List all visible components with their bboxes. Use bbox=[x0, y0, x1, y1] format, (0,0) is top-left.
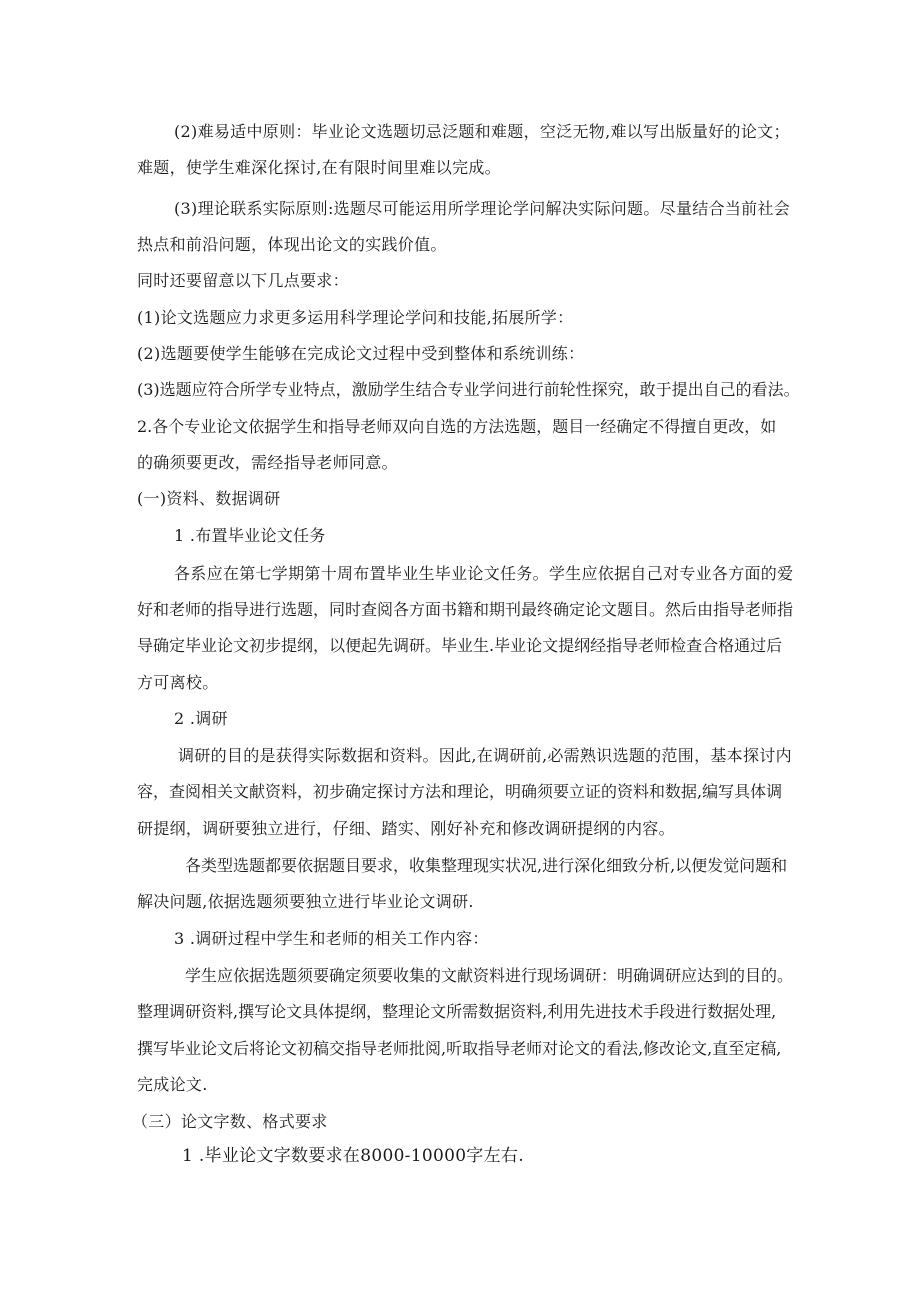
paragraph-line: 完成论文. bbox=[137, 1075, 208, 1094]
paragraph-line: 解决问题,依据选题须要独立进行毕业论文调研. bbox=[137, 892, 474, 911]
paragraph-line: 同时还要留意以下几点要求： bbox=[137, 271, 349, 290]
list-item: (1)论文选题应力求更多运用科学理论学问和技能,拓展所学： bbox=[137, 308, 574, 327]
subsection-heading: 1 .毕业论文字数要求在8000-10000字左右. bbox=[182, 1146, 524, 1166]
paragraph-line: 的确须要更改，需经指导老师同意。 bbox=[137, 453, 398, 472]
list-item: (2)选题要使学生能够在完成论文过程中受到整体和系统训练： bbox=[137, 344, 585, 363]
subsection-heading: 2 .调研 bbox=[174, 709, 228, 728]
section-heading: (一)资料、数据调研 bbox=[137, 489, 281, 508]
section-heading: （三）论文字数、格式要求 bbox=[132, 1112, 328, 1131]
paragraph-line: 好和老师的指导进行选题，同时查阅各方面书籍和期刊最终确定论文题目。然后由指导老师指 bbox=[137, 600, 794, 619]
paragraph-line: 容，查阅相关文献资料，初步确定探讨方法和理论，明确须要立证的资料和数据,编写具体调 bbox=[137, 782, 783, 801]
paragraph-line: 各类型选题都要依据题目要求，收集整理现实状况,进行深化细致分析,以便发觉问题和 bbox=[185, 856, 788, 875]
paragraph-line: 学生应依据选题须要确定须要收集的文献资料进行现场调研：明确调研应达到的目的。 bbox=[185, 966, 794, 985]
paragraph-line: (2)难易适中原则：毕业论文选题切忌泛题和难题，空泛无物,难以写出版量好的论文； bbox=[174, 122, 790, 141]
paragraph-line: 方可离校。 bbox=[137, 673, 219, 692]
paragraph-line: 各系应在第七学期第十周布置毕业生毕业论文任务。学生应依据自己对专业各方面的爱 bbox=[174, 564, 794, 583]
list-item: (3)选题应符合所学专业特点，激励学生结合专业学问进行前轮性探究，敢于提出自己的看法。 bbox=[137, 380, 800, 399]
paragraph-line: 2.各个专业论文依据学生和指导老师双向自选的方法选题，题目一经确定不得擅自更改，如 bbox=[137, 417, 777, 436]
subsection-heading: 3 .调研过程中学生和老师的相关工作内容： bbox=[174, 929, 489, 948]
paragraph-line: 调研的目的是获得实际数据和资料。因此,在调研前,必需熟识选题的范围，基本探讨内 bbox=[178, 746, 792, 765]
paragraph-line: 撰写毕业论文后将论文初稿交指导老师批阅,听取指导老师对论文的看法,修改论文,直至定稿, bbox=[137, 1039, 782, 1058]
paragraph-line: 热点和前沿问题，体现出论文的实践价值。 bbox=[137, 235, 447, 254]
paragraph-line: 研提纲，调研要独立进行，仔细、踏实、刚好补充和修改调研提纲的内容。 bbox=[137, 819, 675, 838]
subsection-heading: 1 .布置毕业论文任务 bbox=[174, 526, 326, 545]
paragraph-line: 导确定毕业论文初步提纲，以便起先调研。毕业生.毕业论文提纲经指导老师检查合格通过后 bbox=[137, 636, 783, 655]
paragraph-line: 难题，使学生难深化探讨,在有限时间里难以完成。 bbox=[137, 158, 501, 177]
paragraph-line: (3)理论联系实际原则:选题尽可能运用所学理论学问解决实际问题。尽量结合当前社会 bbox=[174, 199, 791, 218]
paragraph-line: 整理调研资料,撰写论文具体提纲，整理论文所需数据资料,利用先进技术手段进行数据处理, bbox=[137, 1002, 777, 1021]
